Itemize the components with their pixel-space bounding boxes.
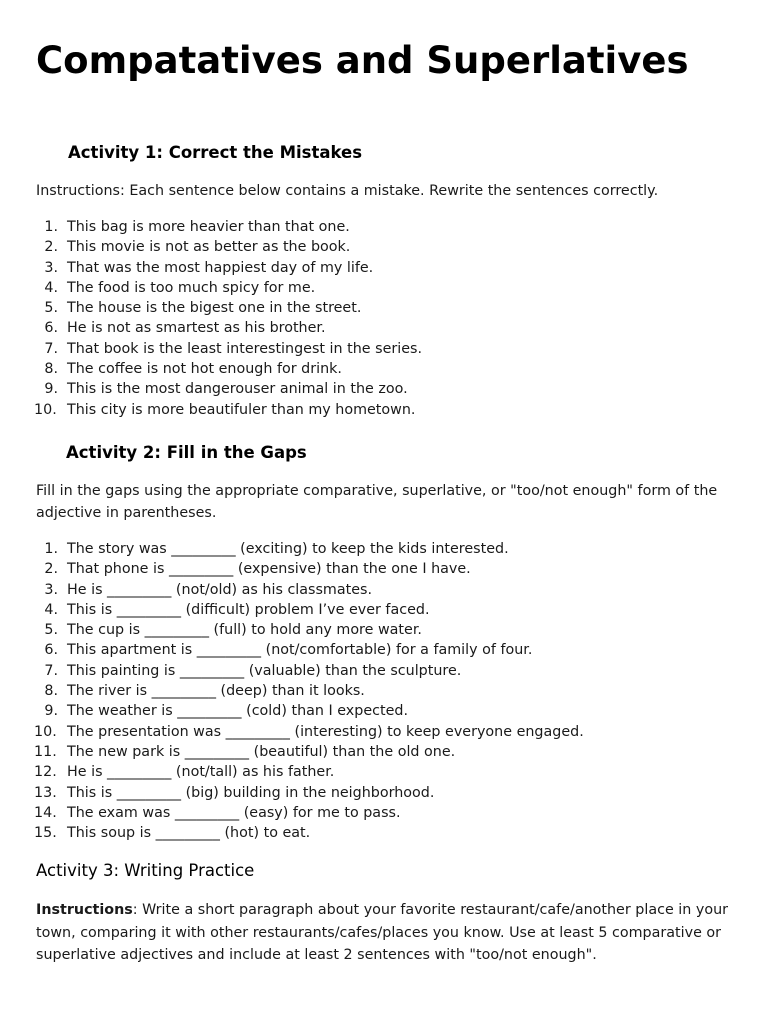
- item-number: 5.: [44, 622, 58, 639]
- item-text: He is _________ (not/old) as his classmates.: [67, 581, 373, 598]
- list-item: [36, 783, 584, 803]
- item-number: 14.: [34, 804, 57, 821]
- list-item: [36, 237, 422, 257]
- activity-1-instructions: Instructions: Each sentence below contains a mistake. Rewrite the sentences correctly.: [36, 183, 659, 199]
- item-text: The house is the bigest one in the street.: [67, 300, 362, 317]
- activity-1-heading: Activity 1: Correct the Mistakes: [68, 143, 363, 162]
- item-text: This movie is not as better as the book.: [67, 239, 351, 256]
- item-number: 7.: [44, 340, 58, 357]
- item-text: This bag is more heavier than that one.: [67, 219, 350, 235]
- item-text: This is _________ (big) building in the neighborhood.: [67, 784, 435, 801]
- item-number: 12.: [34, 764, 57, 781]
- instructions-label: Instructions: [36, 902, 133, 918]
- list-item: [36, 803, 584, 823]
- item-text: The food is too much spicy for me.: [67, 279, 316, 296]
- item-number: 1.: [44, 541, 58, 557]
- page-title: Compatatives and Superlatives: [36, 39, 689, 82]
- item-number: 8.: [44, 361, 58, 378]
- item-text: That phone is _________ (expensive) than the one I have.: [67, 561, 471, 578]
- item-number: 9.: [44, 381, 58, 398]
- list-item: [36, 339, 422, 359]
- activity-2-instructions: Fill in the gaps using the appropriate comparative, superlative, or "too/not enough" form of the adjective in parentheses.: [36, 483, 718, 521]
- activity-2-list: [36, 539, 584, 843]
- item-text: That book is the least interestingest in the series.: [67, 340, 423, 357]
- item-number: 2.: [44, 239, 58, 256]
- item-number: 4.: [44, 279, 58, 296]
- list-item: [36, 620, 584, 640]
- item-number: 1.: [44, 219, 58, 235]
- list-item: [36, 580, 584, 600]
- item-text: He is _________ (not/tall) as his father.: [67, 764, 335, 781]
- item-text: The presentation was _________ (interesting) to keep everyone engaged.: [67, 723, 584, 740]
- list-item: [36, 661, 584, 681]
- item-text: This is the most dangerouser animal in the zoo.: [67, 381, 408, 398]
- list-item: [36, 318, 422, 338]
- item-text: The river is _________ (deep) than it looks.: [67, 683, 365, 700]
- instructions-text: : Write a short paragraph about your favorite restaurant/cafe/another place in your town, comparing it with other restaurants/cafes/places you know. Use at least 5 comparative or superlative adjectives and include at least 2 sentences with "too/not enough".: [36, 902, 729, 963]
- item-number: 11.: [34, 743, 57, 760]
- item-number: 10.: [34, 401, 57, 418]
- item-text: This is _________ (difficult) problem I’ve ever faced.: [67, 601, 430, 618]
- item-text: The cup is _________ (full) to hold any more water.: [67, 622, 422, 639]
- item-text: The exam was _________ (easy) for me to pass.: [67, 804, 401, 821]
- item-number: 2.: [44, 561, 58, 578]
- activity-3-heading: Activity 3: Writing Practice: [36, 861, 255, 880]
- list-item: [36, 379, 422, 399]
- list-item: [36, 640, 584, 660]
- item-number: 5.: [44, 300, 58, 317]
- list-item: [36, 217, 422, 237]
- item-text: He is not as smartest as his brother.: [67, 320, 326, 337]
- item-text: The new park is _________ (beautiful) than the old one.: [67, 743, 456, 760]
- list-item: [36, 722, 584, 742]
- list-item: [36, 298, 422, 318]
- item-number: 8.: [44, 683, 58, 700]
- list-item: [36, 762, 584, 782]
- list-item: [36, 559, 584, 579]
- list-item: [36, 742, 584, 762]
- item-number: 15.: [34, 825, 57, 842]
- list-item: [36, 258, 422, 278]
- item-text: That was the most happiest day of my life.: [67, 259, 374, 276]
- item-number: 6.: [44, 320, 58, 337]
- item-text: The story was _________ (exciting) to keep the kids interested.: [67, 541, 509, 557]
- item-text: This soup is _________ (hot) to eat.: [67, 825, 311, 842]
- item-number: 7.: [44, 662, 58, 679]
- list-item: [36, 539, 584, 559]
- list-item: [36, 359, 422, 379]
- item-text: This city is more beautifuler than my hometown.: [67, 401, 416, 418]
- item-number: 3.: [44, 259, 58, 276]
- activity-3-instructions: [36, 899, 746, 967]
- item-text: The coffee is not hot enough for drink.: [67, 361, 342, 378]
- list-item: [36, 278, 422, 298]
- item-text: This apartment is _________ (not/comfortable) for a family of four.: [67, 642, 533, 659]
- item-number: 3.: [44, 581, 58, 598]
- item-text: The weather is _________ (cold) than I expected.: [67, 703, 409, 720]
- item-number: 9.: [44, 703, 58, 720]
- activity-1-list: [36, 217, 422, 420]
- item-number: 13.: [34, 784, 57, 801]
- activity-2-heading: Activity 2: Fill in the Gaps: [66, 443, 307, 462]
- item-number: 10.: [34, 723, 57, 740]
- list-item: [36, 823, 584, 843]
- item-number: 6.: [44, 642, 58, 659]
- list-item: [36, 600, 584, 620]
- list-item: [36, 681, 584, 701]
- list-item: [36, 701, 584, 721]
- item-text: This painting is _________ (valuable) than the sculpture.: [67, 662, 462, 679]
- list-item: [36, 400, 422, 420]
- item-number: 4.: [44, 601, 58, 618]
